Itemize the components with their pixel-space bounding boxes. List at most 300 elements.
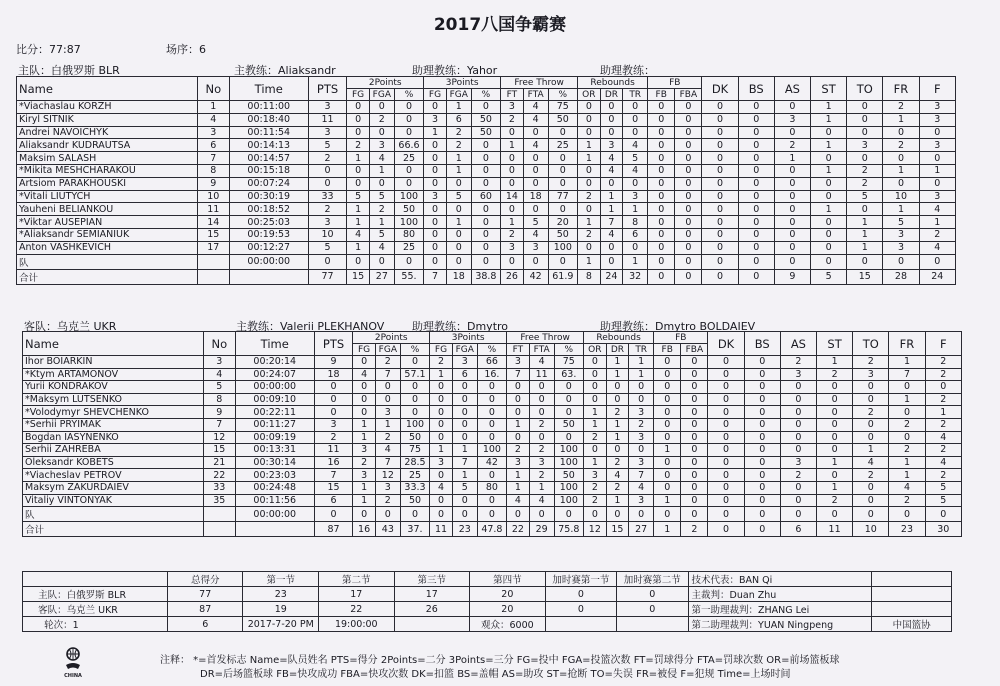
stat-cell: 0 — [648, 216, 675, 229]
stat-cell: 0 — [675, 203, 702, 216]
summary-away-team: 乌克兰 UKR — [66, 605, 118, 616]
stat-cell: 1 — [353, 418, 376, 431]
stat-cell: 1 — [347, 241, 370, 254]
stat-cell: 2 — [584, 431, 607, 444]
stat-cell: 0 — [681, 431, 708, 444]
stat-cell: 1 — [925, 406, 961, 419]
stat-cell: 0 — [708, 522, 744, 537]
col-header-st: ST — [811, 77, 847, 101]
stat-cell: 0 — [430, 469, 453, 482]
score-summary-table — [22, 571, 952, 632]
stat-cell: 1 — [600, 190, 623, 203]
tech-delegate-cell — [688, 572, 872, 587]
stat-cell: 2 — [853, 406, 889, 419]
stat-cell: 0 — [471, 101, 500, 114]
player-row — [23, 494, 962, 507]
stat-cell: 2 — [375, 431, 400, 444]
col-subheader-pct3: % — [477, 344, 506, 356]
stat-cell — [197, 269, 229, 284]
player-row — [23, 368, 962, 381]
stat-cell: 15 — [314, 481, 352, 494]
summary-away-q1: 19 — [243, 602, 319, 617]
stat-cell: 0 — [811, 254, 847, 269]
away-assistant-name: Dmytro — [467, 320, 509, 333]
stat-cell: 23 — [452, 522, 477, 537]
player-name-cell: Vitaliy VINTONYAK — [23, 494, 204, 507]
stat-cell: 1 — [578, 139, 601, 152]
stat-cell: 0 — [430, 381, 453, 394]
stat-cell: 0 — [738, 139, 774, 152]
stat-cell: 1 — [811, 203, 847, 216]
player-name-cell: Ihor BOIARKIN — [23, 356, 204, 369]
stat-cell: 1 — [446, 216, 471, 229]
stat-cell: 2 — [578, 228, 601, 241]
stat-cell: 8 — [578, 269, 601, 284]
stat-cell: 2 — [925, 393, 961, 406]
stat-cell: 0 — [606, 507, 629, 522]
stat-cell: 0 — [347, 126, 370, 139]
stat-cell: 0 — [623, 177, 648, 190]
stat-cell: 0 — [702, 203, 738, 216]
stat-cell: 0 — [347, 164, 370, 177]
player-name-cell: *Mikita MESHCHARAKOU — [17, 164, 198, 177]
col-group-fast-break: FB — [648, 77, 702, 89]
player-name-cell: *Viktar AUSEPIAN — [17, 216, 198, 229]
stat-cell: 0 — [452, 507, 477, 522]
stat-cell: 3 — [430, 456, 453, 469]
stat-cell: 5 — [523, 216, 548, 229]
referee2-name: ZHANG Lei — [758, 605, 810, 616]
stat-cell: 0 — [501, 164, 524, 177]
attendance-cell — [470, 617, 546, 632]
stat-cell: 3 — [197, 126, 229, 139]
col-header-bs: BS — [744, 332, 780, 356]
stat-cell: 0 — [430, 494, 453, 507]
stat-cell: 16 — [353, 522, 376, 537]
col-subheader-fb: FB — [648, 89, 675, 101]
stat-cell: 1 — [446, 101, 471, 114]
stat-cell: 00:13:31 — [235, 444, 314, 457]
stat-cell: 0 — [501, 177, 524, 190]
stat-cell: 0 — [648, 139, 675, 152]
home-coach-name: Aliaksandr — [278, 64, 336, 77]
stat-cell: 1 — [606, 356, 629, 369]
stat-cell: 2 — [529, 469, 554, 482]
stat-cell: 0 — [847, 126, 883, 139]
stat-cell: 3 — [452, 356, 477, 369]
stat-cell: 0 — [477, 469, 506, 482]
stat-cell: 1 — [507, 418, 530, 431]
player-row — [17, 203, 956, 216]
stat-cell: 1 — [452, 469, 477, 482]
stat-cell: 4 — [353, 368, 376, 381]
stat-cell: 0 — [883, 177, 919, 190]
stat-cell: 0 — [375, 381, 400, 394]
stat-cell: 1 — [584, 406, 607, 419]
col-subheader-fga3: FGA — [446, 89, 471, 101]
stat-cell: 4 — [623, 164, 648, 177]
stat-cell: 0 — [308, 164, 346, 177]
legend-line-2: DR=后场篮板球 FB=快攻成功 FBA=快攻次数 DK=扣篮 BS=盖帽 AS=助攻 ST=抢断 TO=失误 FR=被侵 F=犯规 Time=上场时间 — [200, 669, 791, 680]
stat-cell: 1 — [883, 203, 919, 216]
stat-cell: 0 — [889, 431, 925, 444]
stat-cell: 2 — [883, 139, 919, 152]
col-subheader-or: OR — [584, 344, 607, 356]
stat-cell: 0 — [353, 393, 376, 406]
summary-header-q2: 第二节 — [319, 572, 395, 587]
player-name-cell: 队 — [23, 507, 204, 522]
stat-cell: 1 — [889, 456, 925, 469]
stat-cell: 2 — [629, 418, 654, 431]
stat-cell: 0 — [600, 241, 623, 254]
player-name-cell: Oleksandr KOBETS — [23, 456, 204, 469]
stat-cell: 4 — [600, 164, 623, 177]
stat-cell: 1 — [817, 456, 853, 469]
summary-corner — [23, 572, 168, 587]
stat-cell: 0 — [811, 177, 847, 190]
stat-cell: 1 — [623, 203, 648, 216]
stat-cell: 0 — [811, 126, 847, 139]
col-subheader-fta: FTA — [523, 89, 548, 101]
game-number-line — [166, 41, 206, 57]
stat-cell: 28.5 — [400, 456, 429, 469]
stat-cell: 0 — [847, 203, 883, 216]
col-header-st: ST — [817, 332, 853, 356]
stat-cell: 0 — [847, 152, 883, 165]
stat-cell: 0 — [507, 381, 530, 394]
stat-cell: 15 — [606, 522, 629, 537]
stat-cell: 20 — [548, 216, 577, 229]
stat-cell: 0 — [648, 152, 675, 165]
stat-cell: 0 — [675, 190, 702, 203]
stat-cell: 2 — [847, 177, 883, 190]
stat-cell: 0 — [925, 381, 961, 394]
summary-blank — [872, 602, 952, 617]
stat-cell: 55. — [394, 269, 423, 284]
player-row — [23, 393, 962, 406]
stat-cell: 0 — [554, 406, 583, 419]
stat-cell: 8 — [623, 216, 648, 229]
stat-cell — [235, 522, 314, 537]
player-row — [23, 507, 962, 522]
stat-cell: 2 — [780, 356, 816, 369]
stat-cell: 50 — [471, 113, 500, 126]
home-team-label: 主队： — [18, 64, 51, 77]
stat-cell: 0 — [675, 164, 702, 177]
stat-cell: 4 — [523, 228, 548, 241]
stat-cell: 0 — [744, 444, 780, 457]
stat-cell: 0 — [394, 177, 423, 190]
stat-cell: 100 — [394, 216, 423, 229]
stat-cell: 4 — [375, 444, 400, 457]
stat-cell: 0 — [780, 393, 816, 406]
stat-cell: 0 — [883, 152, 919, 165]
stat-cell: 5 — [925, 481, 961, 494]
stat-cell: 3 — [523, 241, 548, 254]
stat-cell: 0 — [529, 381, 554, 394]
stat-cell: 5 — [347, 190, 370, 203]
stat-cell: 0 — [623, 113, 648, 126]
stat-cell: 5 — [369, 228, 394, 241]
stat-cell: 1 — [883, 164, 919, 177]
stat-cell: 0 — [369, 101, 394, 114]
stat-cell: 5 — [883, 216, 919, 229]
stat-cell: 0 — [681, 456, 708, 469]
stat-cell: 00:11:54 — [229, 126, 308, 139]
stat-cell: 0 — [394, 254, 423, 269]
stat-cell: 0 — [400, 507, 429, 522]
stat-cell: 2 — [780, 469, 816, 482]
away-assistant2-label: 助理教练： — [600, 320, 655, 333]
stat-cell: 8 — [203, 393, 235, 406]
stat-cell: 14 — [501, 190, 524, 203]
stat-cell: 2 — [925, 368, 961, 381]
stat-cell: 3 — [314, 418, 352, 431]
stat-cell: 0 — [347, 254, 370, 269]
stat-cell: 1 — [654, 494, 681, 507]
stat-cell: 4 — [369, 152, 394, 165]
stat-cell: 1 — [606, 494, 629, 507]
stat-cell: 0 — [681, 381, 708, 394]
stat-cell: 9 — [203, 406, 235, 419]
player-row — [23, 356, 962, 369]
stat-cell: 28 — [883, 269, 919, 284]
stat-cell: 0 — [523, 152, 548, 165]
stat-cell: 0 — [347, 101, 370, 114]
summary-away-ot2: 0 — [617, 602, 688, 617]
stat-cell: 15 — [347, 269, 370, 284]
stat-cell: 0 — [430, 406, 453, 419]
stat-cell: 3 — [780, 456, 816, 469]
stat-cell: 1 — [811, 139, 847, 152]
stat-cell: 0 — [548, 126, 577, 139]
stat-cell: 00:07:24 — [229, 177, 308, 190]
stat-cell — [229, 269, 308, 284]
stat-cell: 1 — [347, 203, 370, 216]
stat-cell: 0 — [654, 393, 681, 406]
stat-cell: 50 — [554, 418, 583, 431]
association-name: 中国篮协 — [872, 617, 952, 632]
stat-cell: 1 — [529, 481, 554, 494]
player-row — [17, 216, 956, 229]
stat-cell: 2 — [853, 356, 889, 369]
stat-cell: 3 — [584, 469, 607, 482]
stat-cell: 0 — [578, 177, 601, 190]
stat-cell: 0 — [681, 469, 708, 482]
player-name-cell: Bogdan IASYNENKO — [23, 431, 204, 444]
stat-cell: 2 — [529, 418, 554, 431]
stat-cell: 63. — [554, 368, 583, 381]
stat-cell: 0 — [738, 254, 774, 269]
stat-cell: 0 — [584, 368, 607, 381]
stat-cell: 0 — [738, 126, 774, 139]
stat-cell: 0 — [314, 507, 352, 522]
stat-cell: 0 — [477, 406, 506, 419]
stat-cell: 9 — [197, 177, 229, 190]
round-game-number: 6 — [167, 617, 243, 632]
stat-cell: 0 — [702, 269, 738, 284]
stat-cell: 25 — [400, 469, 429, 482]
stat-cell: 0 — [738, 190, 774, 203]
stat-cell: 0 — [629, 393, 654, 406]
stat-cell: 0 — [471, 152, 500, 165]
logo-text: CHINA — [64, 673, 82, 679]
stat-cell: 0 — [529, 393, 554, 406]
stat-cell: 61.9 — [548, 269, 577, 284]
stat-cell: 0 — [606, 381, 629, 394]
player-row — [17, 254, 956, 269]
stat-cell: 0 — [738, 113, 774, 126]
stat-cell: 24 — [919, 269, 955, 284]
stat-cell: 3 — [919, 139, 955, 152]
stat-cell: 0 — [853, 418, 889, 431]
stat-cell: 3 — [919, 190, 955, 203]
home-team-name: 白俄罗斯 BLR — [51, 64, 120, 77]
col-subheader-fta: FTA — [529, 344, 554, 356]
stat-cell: 1 — [507, 469, 530, 482]
game-date: 2017-7-20 PM — [243, 617, 319, 632]
stat-cell: 4 — [430, 481, 453, 494]
stat-cell: 0 — [452, 418, 477, 431]
stat-cell: 0 — [681, 494, 708, 507]
stat-cell: 15 — [203, 444, 235, 457]
stat-cell: 1 — [919, 216, 955, 229]
stat-cell: 0 — [471, 203, 500, 216]
stat-cell: 1 — [369, 216, 394, 229]
stat-cell: 0 — [623, 101, 648, 114]
col-group-free-throw: Free Throw — [507, 332, 584, 344]
stat-cell: 1 — [847, 241, 883, 254]
stat-cell: 0 — [578, 241, 601, 254]
stat-cell: 0 — [400, 356, 429, 369]
stat-cell: 2 — [606, 406, 629, 419]
stat-cell: 5 — [811, 269, 847, 284]
stat-cell: 0 — [629, 444, 654, 457]
stat-cell: 0 — [548, 203, 577, 216]
stat-cell: 0 — [548, 177, 577, 190]
stat-cell: 80 — [477, 481, 506, 494]
stat-cell: 50 — [548, 228, 577, 241]
stat-cell: 5 — [623, 152, 648, 165]
stat-cell: 00:15:18 — [229, 164, 308, 177]
stat-cell: 2 — [578, 190, 601, 203]
stat-cell: 0 — [774, 126, 810, 139]
stat-cell: 0 — [477, 507, 506, 522]
stat-cell: 7 — [600, 216, 623, 229]
stat-cell: 0 — [681, 444, 708, 457]
stat-cell: 0 — [523, 254, 548, 269]
stat-cell: 0 — [529, 406, 554, 419]
stat-cell: 0 — [774, 177, 810, 190]
player-row — [23, 469, 962, 482]
stat-cell: 11 — [314, 444, 352, 457]
stat-cell: 0 — [648, 269, 675, 284]
stat-cell: 100 — [554, 481, 583, 494]
referee3-label: 第二助理裁判： — [691, 620, 759, 631]
stat-cell: 1 — [369, 164, 394, 177]
stat-cell: 1 — [889, 356, 925, 369]
col-subheader-fga3: FGA — [452, 344, 477, 356]
player-row — [23, 381, 962, 394]
stat-cell: 100 — [477, 444, 506, 457]
col-group-3points: 3Points — [430, 332, 507, 344]
stat-cell: 0 — [853, 393, 889, 406]
stat-cell: 0 — [314, 393, 352, 406]
stat-cell: 00:09:19 — [235, 431, 314, 444]
stat-cell: 0 — [708, 469, 744, 482]
col-header-as: AS — [780, 332, 816, 356]
stat-cell: 0 — [400, 381, 429, 394]
stat-cell: 0 — [708, 381, 744, 394]
summary-home-total: 77 — [167, 587, 243, 602]
stat-cell: 0 — [708, 356, 744, 369]
stat-cell: 0 — [600, 177, 623, 190]
col-group-2points: 2Points — [353, 332, 430, 344]
stat-cell: 0 — [471, 216, 500, 229]
stat-cell: 0 — [452, 381, 477, 394]
stat-cell: 60 — [471, 190, 500, 203]
stat-cell: 00:30:14 — [235, 456, 314, 469]
stat-cell: 3 — [883, 228, 919, 241]
player-row — [23, 431, 962, 444]
stat-cell: 9 — [774, 269, 810, 284]
referee3-name: YUAN Ningpeng — [758, 620, 834, 631]
stat-cell: 3 — [780, 368, 816, 381]
stat-cell: 0 — [817, 444, 853, 457]
stat-cell: 1 — [584, 418, 607, 431]
stat-cell: 0 — [681, 481, 708, 494]
col-subheader-ftpct: % — [548, 89, 577, 101]
stat-cell: 0 — [883, 126, 919, 139]
away-team-label: 客队： — [24, 320, 57, 333]
stat-cell: 2 — [369, 203, 394, 216]
game-number-label: 场序： — [166, 43, 199, 56]
stat-cell: 0 — [780, 406, 816, 419]
stat-cell: 16 — [314, 456, 352, 469]
stat-cell: 14 — [197, 216, 229, 229]
stat-cell: 0 — [529, 431, 554, 444]
stat-cell: 0 — [424, 139, 447, 152]
stat-cell: 3 — [308, 101, 346, 114]
stat-cell: 7 — [375, 456, 400, 469]
stat-cell: 1 — [578, 152, 601, 165]
stat-cell: 3 — [424, 190, 447, 203]
stat-cell: 0 — [780, 481, 816, 494]
stat-cell: 0 — [424, 164, 447, 177]
summary-blank — [545, 617, 616, 632]
away-team-name: 乌克兰 UKR — [57, 320, 117, 333]
stat-cell: 0 — [675, 101, 702, 114]
stat-cell: 2 — [529, 444, 554, 457]
stat-cell: 0 — [708, 456, 744, 469]
stat-cell: 3 — [203, 356, 235, 369]
stat-cell: 0 — [681, 356, 708, 369]
stat-cell: 0 — [681, 507, 708, 522]
stat-cell: 12 — [584, 522, 607, 537]
stat-cell: 00:18:52 — [229, 203, 308, 216]
col-subheader-fg: FG — [353, 344, 376, 356]
stat-cell: 6 — [446, 113, 471, 126]
stat-cell: 11 — [430, 522, 453, 537]
stat-cell: 17 — [197, 241, 229, 254]
player-name-cell: 队 — [17, 254, 198, 269]
away-coach-name: Valerii PLEKHANOV — [280, 320, 385, 333]
summary-header-q4: 第四节 — [470, 572, 546, 587]
stat-cell: 1 — [446, 164, 471, 177]
stat-cell: 2 — [925, 444, 961, 457]
stat-cell: 0 — [853, 431, 889, 444]
player-name-cell: *Aliaksandr SEMIANIUK — [17, 228, 198, 241]
